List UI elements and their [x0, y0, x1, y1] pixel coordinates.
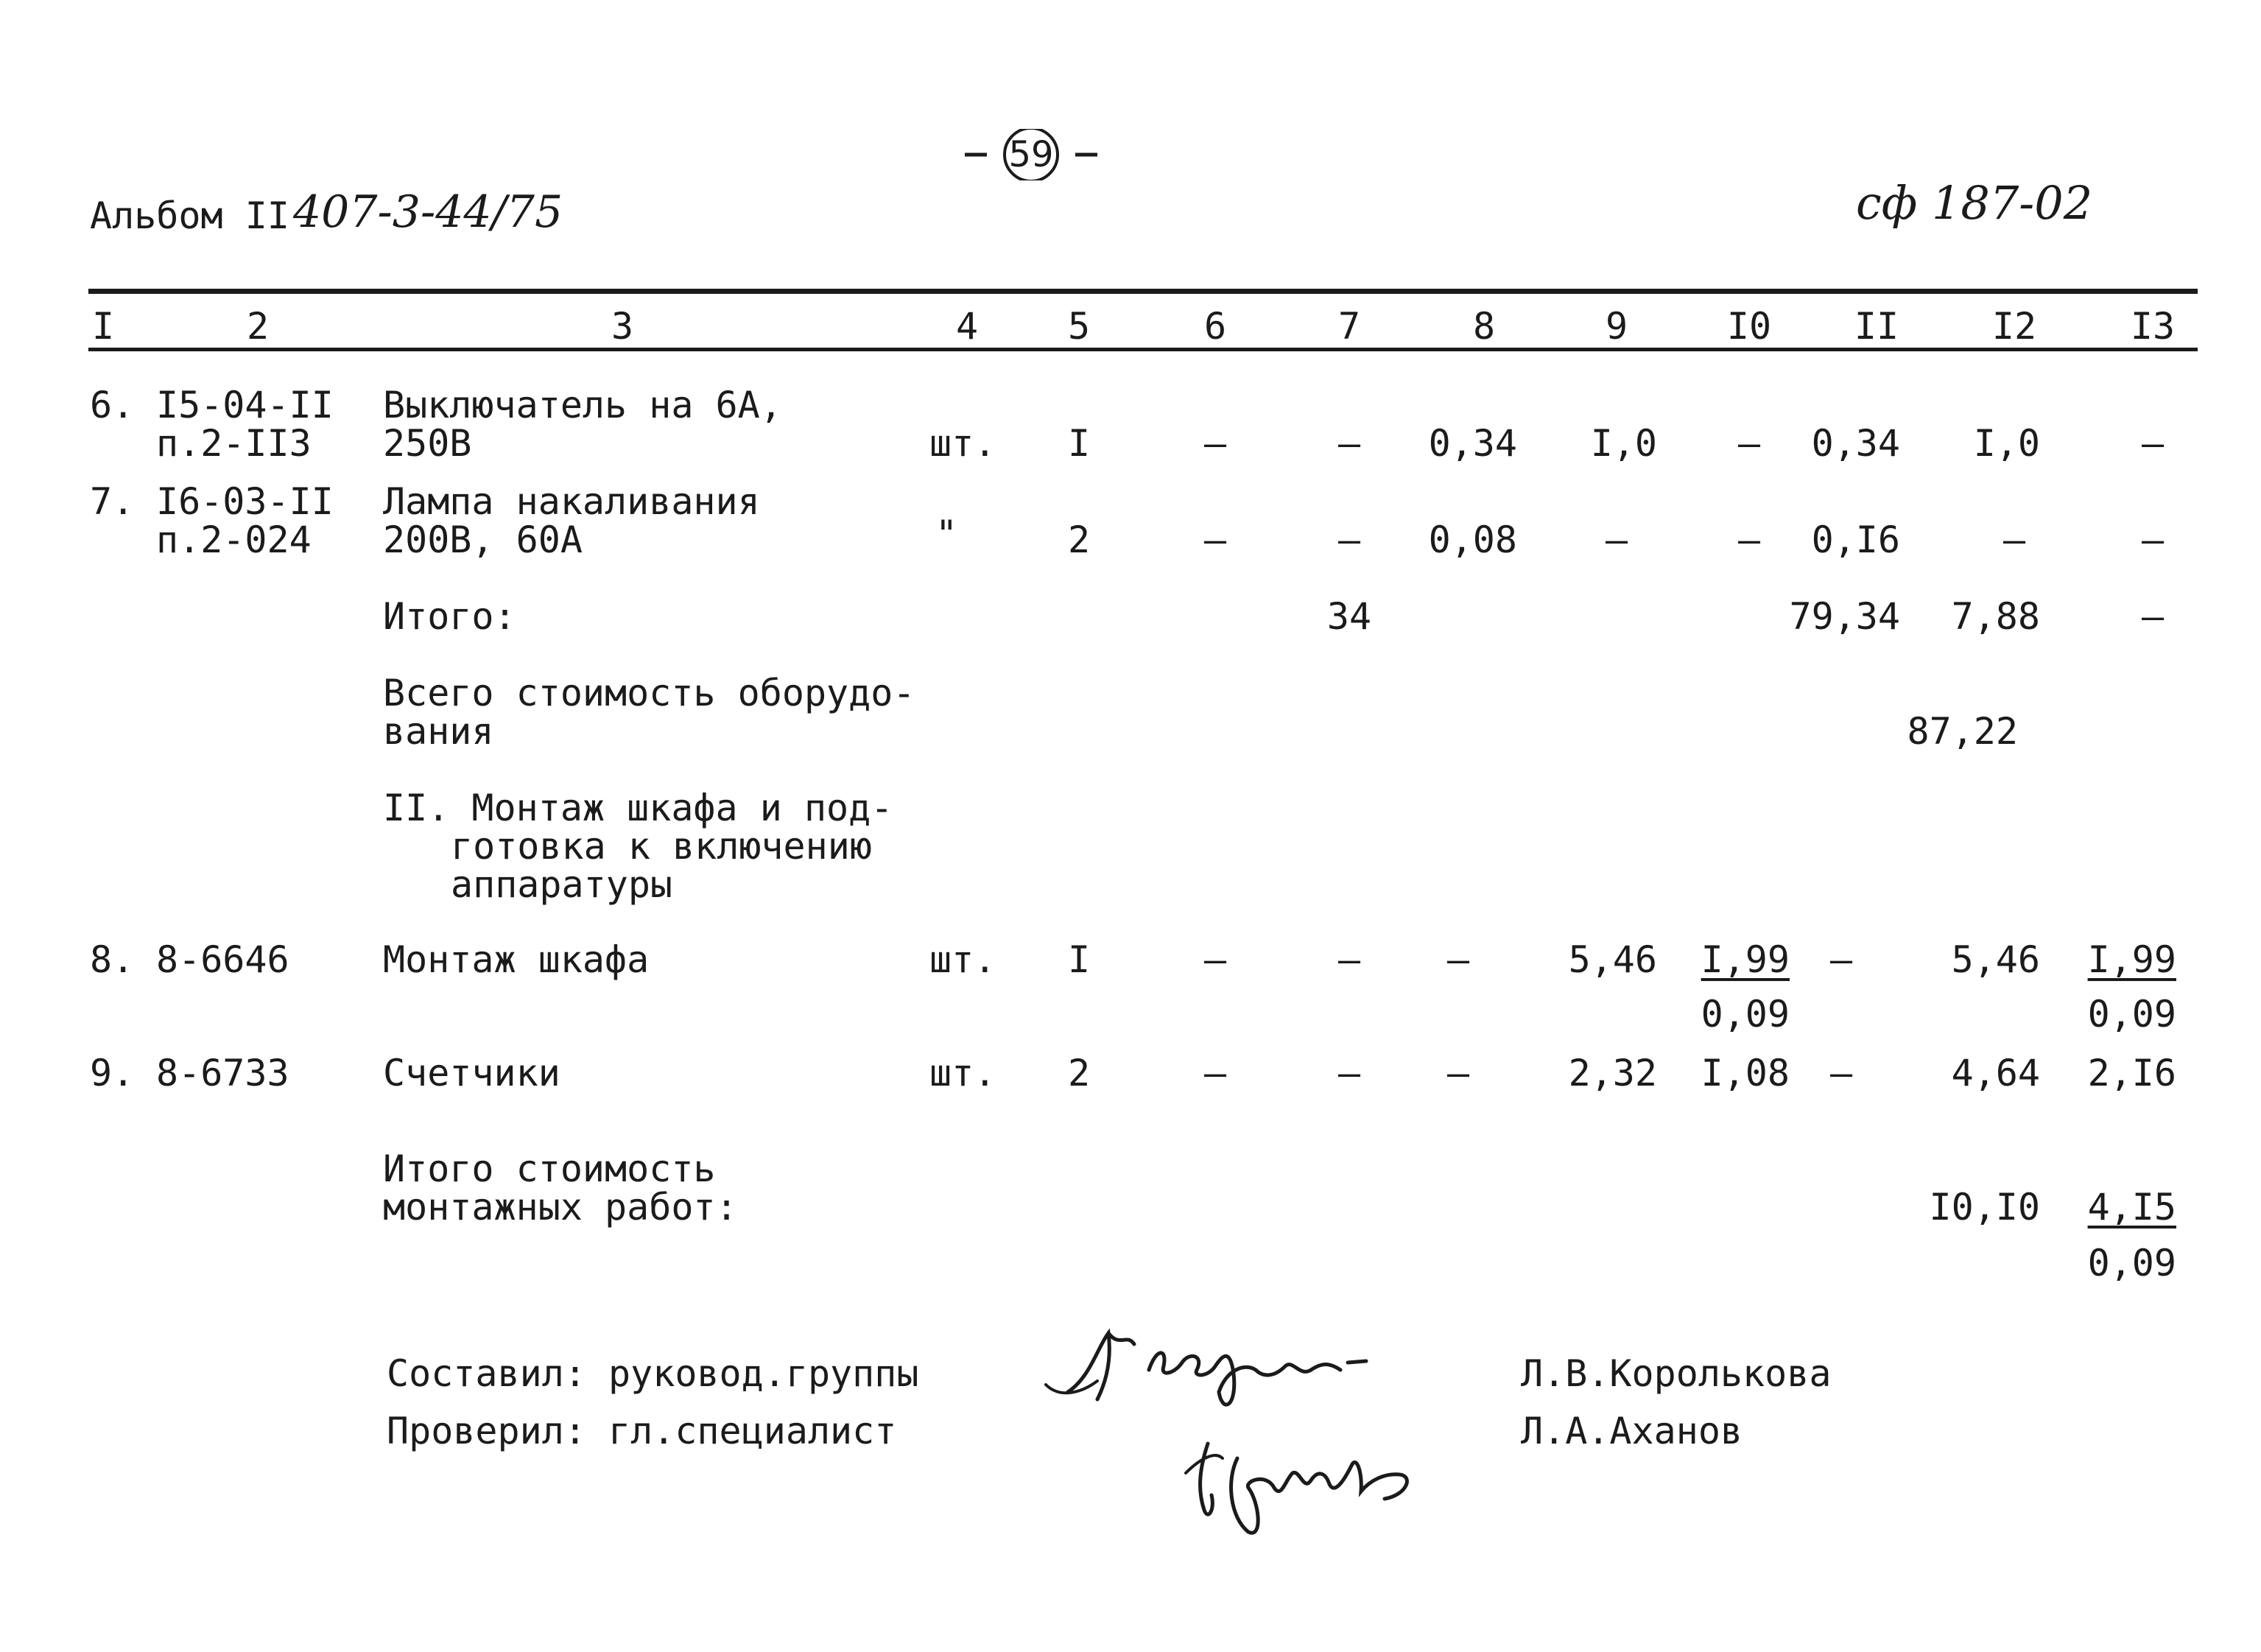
row-qty: I [1067, 938, 1091, 981]
install-total-col-13-top: 4,I5 [2087, 1186, 2176, 1229]
row-unit: шт. [929, 422, 996, 465]
equipment-total-value: 87,22 [1907, 710, 2018, 753]
equipment-total-label-1: Всего стоимость оборудо- [383, 672, 915, 714]
column-header: 2 [246, 305, 270, 348]
row-col-7: – [1337, 519, 1361, 561]
page-number-text: 59 [1008, 134, 1054, 175]
row-col-11: – [1829, 938, 1853, 981]
row-col-11: 0,34 [1811, 422, 1900, 465]
row-col-8: – [1446, 1052, 1470, 1094]
row-col-13: 2,I6 [2087, 1052, 2176, 1094]
row-number: 8. [90, 938, 135, 981]
row-col-8: 0,08 [1428, 519, 1517, 561]
section-heading-line-1: II. Монтаж шкафа и под- [383, 787, 893, 829]
row-unit: шт. [929, 938, 996, 981]
row-col-10-bottom: 0,09 [1701, 993, 1790, 1036]
column-header: 8 [1472, 305, 1496, 348]
column-header: II [1854, 305, 1899, 348]
checked-signature-icon [1164, 1429, 1444, 1547]
subtotal-label: Итого: [383, 595, 516, 638]
row-unit: шт. [929, 1052, 996, 1094]
row-col-7: – [1337, 422, 1361, 465]
compiled-label: Составил: руковод.группы [387, 1352, 919, 1395]
row-col-10: – [1737, 422, 1761, 465]
column-header: 7 [1337, 305, 1361, 348]
column-header: I3 [2130, 305, 2176, 348]
row-col-6: – [1203, 938, 1227, 981]
install-total-label-1: Итого стоимость [383, 1147, 716, 1190]
row-col-12: 5,46 [1951, 938, 2040, 981]
section-heading-line-3: аппаратуры [451, 863, 673, 906]
sheet-code: сф 187-02 [1856, 176, 2093, 230]
checked-name: Л.А.Аханов [1521, 1410, 1743, 1452]
column-header: 4 [955, 305, 979, 348]
row-code-line-1: I6-03-II [156, 480, 334, 523]
table-top-rule [88, 289, 2198, 294]
row-col-9: – [1605, 519, 1628, 561]
row-number: 7. [90, 480, 135, 523]
album-code: 407-3-44/75 [293, 186, 563, 238]
row-col-10-top: I,99 [1701, 938, 1790, 981]
row-col-12: I,0 [1973, 422, 2040, 465]
row-col-10: I,08 [1701, 1052, 1790, 1094]
row-code-line-2: п.2-024 [156, 519, 312, 561]
row-col-8: – [1446, 938, 1470, 981]
subtotal-col-7: 34 [1326, 595, 1372, 638]
row-col-13-top: I,99 [2087, 938, 2176, 981]
row-qty: I [1067, 422, 1091, 465]
row-name-line-1: Выключатель на 6А, [383, 384, 782, 426]
row-col-7: – [1337, 938, 1361, 981]
row-col-6: – [1203, 1052, 1227, 1094]
compiled-signature-icon [1038, 1304, 1392, 1421]
row-unit: " [935, 513, 958, 555]
row-name-line-2: 250В [383, 422, 472, 465]
row-code-line-1: I5-04-II [156, 384, 334, 426]
row-name-line-2: 200В, 60А [383, 519, 583, 561]
page-number [957, 129, 1105, 180]
row-name: Монтаж шкафа [383, 938, 650, 981]
row-col-13-bottom: 0,09 [2087, 993, 2176, 1036]
album-label: Альбом II [90, 194, 289, 237]
checked-label: Проверил: гл.специалист [387, 1410, 897, 1452]
row-col-6: – [1203, 519, 1227, 561]
install-total-col-13-bottom: 0,09 [2087, 1242, 2176, 1284]
row-qty: 2 [1067, 519, 1091, 561]
row-col-11: 0,I6 [1811, 519, 1900, 561]
subtotal-col-13: – [2141, 595, 2165, 638]
row-col-10: – [1737, 519, 1761, 561]
row-name: Счетчики [383, 1052, 560, 1094]
row-col-13: – [2141, 422, 2165, 465]
row-col-7: – [1337, 1052, 1361, 1094]
compiled-name: Л.В.Королькова [1521, 1352, 1832, 1395]
row-number: 9. [90, 1052, 135, 1094]
row-code: 8-6733 [156, 1052, 289, 1094]
install-total-label-2: монтажных работ: [383, 1186, 738, 1229]
subtotal-col-12: 7,88 [1951, 595, 2040, 638]
row-col-9: 5,46 [1568, 938, 1657, 981]
row-name-line-1: Лампа накаливания [383, 480, 760, 523]
column-header: 5 [1067, 305, 1091, 348]
equipment-total-label-2: вания [383, 710, 494, 753]
row-col-11: – [1829, 1052, 1853, 1094]
column-header: 9 [1605, 305, 1628, 348]
install-total-col-12: I0,I0 [1929, 1186, 2040, 1229]
column-header: I2 [1991, 305, 2037, 348]
row-number: 6. [90, 384, 135, 426]
column-header: 6 [1203, 305, 1227, 348]
row-code: 8-6646 [156, 938, 289, 981]
table-header-rule [88, 348, 2198, 351]
column-header: I0 [1726, 305, 1772, 348]
column-header: I [91, 305, 115, 348]
row-col-6: – [1203, 422, 1227, 465]
row-col-12: 4,64 [1951, 1052, 2040, 1094]
row-col-8: 0,34 [1428, 422, 1517, 465]
row-qty: 2 [1067, 1052, 1091, 1094]
subtotal-col-11: 79,34 [1789, 595, 1900, 638]
section-heading-line-2: готовка к включению [451, 825, 872, 868]
row-col-12: – [2002, 519, 2026, 561]
row-col-13: – [2141, 519, 2165, 561]
row-col-9: 2,32 [1568, 1052, 1657, 1094]
column-header: 3 [611, 305, 634, 348]
row-code-line-2: п.2-II3 [156, 422, 312, 465]
row-col-9: I,0 [1590, 422, 1657, 465]
